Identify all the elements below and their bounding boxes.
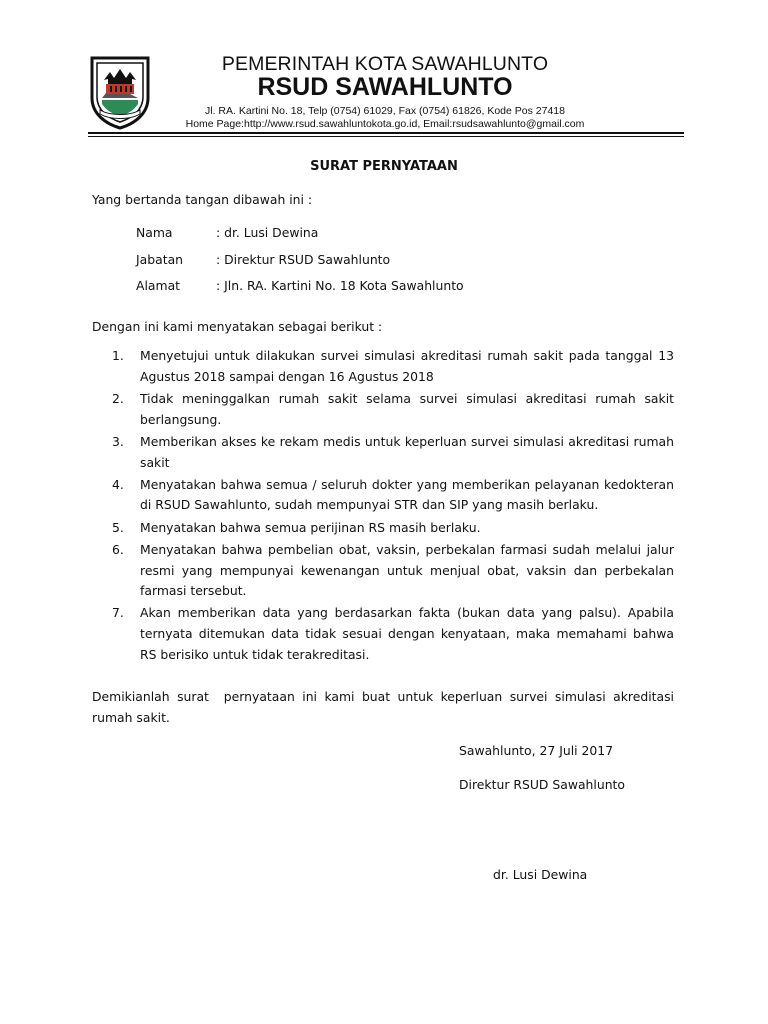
letterhead-rule-thick bbox=[88, 132, 684, 134]
identity-label: Alamat bbox=[136, 278, 181, 293]
letterhead-rule-thin bbox=[88, 136, 684, 137]
document-title: SURAT PERNYATAAN bbox=[310, 159, 458, 174]
identity-row-nama bbox=[136, 223, 464, 250]
signature-name: dr. Lusi Dewina bbox=[493, 867, 588, 882]
list-item bbox=[92, 389, 674, 430]
letterhead-address: Jl. RA. Kartini No. 18, Telp (0754) 61029, Fax (0754) 61826, Kode Pos 27418 bbox=[205, 105, 565, 117]
list-item-text: Tidak meninggalkan rumah sakit selama survei simulasi akreditasi rumah sakit berlangsung. bbox=[140, 390, 674, 427]
signature-place-date: Sawahlunto, 27 Juli 2017 bbox=[459, 743, 614, 758]
identity-block bbox=[136, 223, 464, 303]
statement-list bbox=[92, 346, 674, 667]
list-item bbox=[92, 518, 674, 539]
list-item bbox=[92, 475, 674, 516]
closing-paragraph: Demikianlah surat pernyataan ini kami buat untuk keperluan survei simulasi akreditasi rumah sakit. bbox=[92, 689, 678, 725]
list-item-text: Menyatakan bahwa semua perijinan RS masih berlaku. bbox=[140, 519, 481, 535]
letterhead-government: PEMERINTAH KOTA SAWAHLUNTO bbox=[221, 53, 549, 75]
list-item-number: 4. bbox=[112, 476, 124, 492]
identity-label: Jabatan bbox=[136, 251, 184, 267]
letterhead-institution: RSUD SAWAHLUNTO bbox=[257, 73, 513, 101]
intro-text: Yang bertanda tangan dibawah ini : bbox=[92, 192, 313, 207]
list-item bbox=[92, 603, 674, 665]
list-item-number: 3. bbox=[112, 433, 124, 449]
list-item-text: Menyatakan bahwa semua / seluruh dokter yang memberikan pelayanan kedokteran di RSUD Sawahlunto, sudah mempunyai STR dan SIP yang masih berlaku. bbox=[140, 476, 674, 513]
letterhead-web-contact: Home Page:http://www.rsud.sawahluntokota.go.id, Email:rsudsawahlunto@gmail.com bbox=[185, 118, 585, 130]
identity-value: : Jln. RA. Kartini No. 18 Kota Sawahlunto bbox=[216, 278, 464, 293]
list-item-number: 2. bbox=[112, 390, 124, 406]
statement-intro: Dengan ini kami menyatakan sebagai berikut : bbox=[92, 319, 383, 334]
identity-row-jabatan bbox=[136, 250, 464, 277]
list-item-text: Menyetujui untuk dilakukan survei simulasi akreditasi rumah sakit pada tanggal 13 Agustus 2018 sampai dengan 16 Agustus 2018 bbox=[140, 348, 674, 384]
list-item bbox=[92, 346, 674, 387]
list-item-number: 5. bbox=[112, 519, 124, 535]
signature-role: Direktur RSUD Sawahlunto bbox=[459, 777, 625, 792]
list-item-number: 7. bbox=[112, 605, 124, 621]
list-item-text: Akan memberikan data yang berdasarkan fakta (bukan data yang palsu). Apabila ternyata ditemukan data tidak sesuai dengan kenyataan, maka memahami bahwa RS berisiko untuk tidak terakreditasi. bbox=[140, 605, 674, 662]
list-item-text: Menyatakan bahwa pembelian obat, vaksin, perbekalan farmasi sudah melalui jalur resmi yang mempunyai kewenangan untuk menjual obat, vaksin dan perbekalan farmasi tersebut. bbox=[140, 541, 674, 599]
list-item bbox=[92, 432, 674, 473]
identity-label: Nama bbox=[136, 225, 173, 240]
list-item-number: 1. bbox=[112, 348, 124, 363]
identity-value: : dr. Lusi Dewina bbox=[216, 225, 319, 240]
list-item-text: Memberikan akses ke rekam medis untuk keperluan survei simulasi akreditasi rumah sakit bbox=[140, 433, 674, 470]
list-item bbox=[92, 540, 674, 602]
list-item-number: 6. bbox=[112, 541, 124, 557]
identity-value: : Direktur RSUD Sawahlunto bbox=[216, 251, 391, 267]
identity-row-alamat bbox=[136, 276, 464, 303]
